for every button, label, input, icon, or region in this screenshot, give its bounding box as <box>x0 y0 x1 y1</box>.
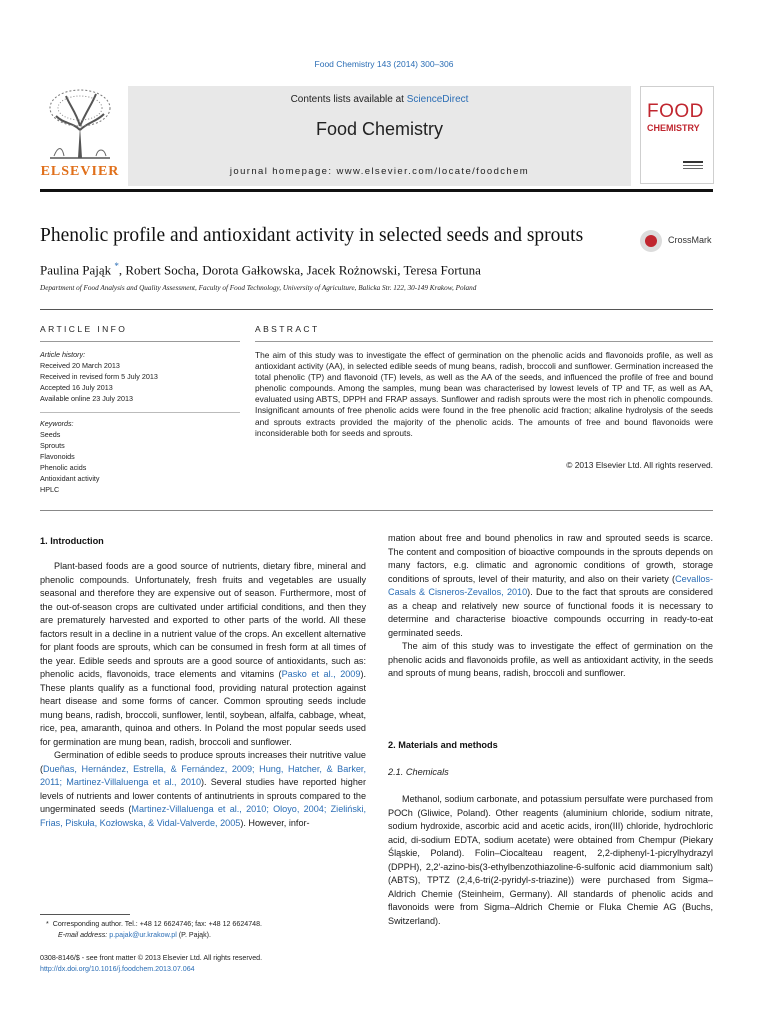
keywords-label: Keywords: <box>40 419 74 428</box>
journal-banner <box>128 86 631 186</box>
reference-link[interactable]: Dueñas, Hernández, Estrella, & Fernández, 2009; Hung, Hatcher, & Barker, 2011; Martinez-Villaluenga et al., 2010 <box>40 763 366 787</box>
keyword: HPLC <box>40 485 60 494</box>
abstract-copyright: © 2013 Elsevier Ltd. All rights reserved. <box>566 460 713 470</box>
email-label: E-mail address: <box>58 930 108 939</box>
issn-line: 0308-8146/$ - see front matter © 2013 Elsevier Ltd. All rights reserved. <box>40 954 263 962</box>
affiliation: Department of Food Analysis and Quality Assessment, Faculty of Food Technology, University of Agriculture, Balicka Str. 122, 30-149 Krakow, Poland <box>40 284 477 292</box>
contents-prefix: Contents lists available at <box>290 94 407 105</box>
history-item: Available online 23 July 2013 <box>40 394 133 403</box>
crossmark-badge[interactable] <box>640 228 718 254</box>
homepage-prefix: journal homepage: <box>229 166 337 177</box>
reference-link[interactable]: Martinez-Villaluenga et al., 2010; Oloyo, 2004; Zieliński, Frias, Piskuła, Kozłowska, & Vidal-Valverde, 2005 <box>40 804 366 828</box>
paragraph: Germination of edible seeds to produce sprouts increases their nutritive value (Dueñas, Hernández, Estrella, & Fernández, 2009; Hung, Hatcher, & Barker, 2011; Martinez-Villaluenga et al., 2010). Several studies have reported higher levels of nutrients and lower contents of antinutrients in sprouts compared to the ungerminated seeds (Martinez-Villaluenga et al., 2010; Oloyo, 2004; Zieliński, Frias, Piskuła, Kozłowska, & Vidal-Valverde, 2005). However, infor- <box>40 750 367 828</box>
first-author: Paulina Pająk <box>40 262 112 278</box>
keyword: Seeds <box>40 430 61 439</box>
paragraph: Plant-based foods are a good source of nutrients, dietary fibre, mineral and phenolic compounds. Unfortunately, fresh fruits and vegetables are usually seasonal and therefore they are expensive out of season. Furthermore, most of the out-of-season crops are cultivated under artificial conditions, and then they are prematurely harvested and exported to other parts of the world. All these factors result in a decline in a nutrient value of the crops. An excellent alternative for plant foods are sprouts, which can be consumed in fresh form at all times of the year. Edible seeds and sprouts are a good source of antioxidants, such as: phenolic acids, flavonoids, trace elements and vitamins (Pasko et al., 2009). These plants qualify as a functional food, providing natural protection against heart disease and some forms of cancer. Common sprouting seeds include mung beans, radish, broccoli, sunflower, lentil, soybean, alfalfa, cabbage, wheat, rice, pea, amaranth, quinoa and others. In Poland the most popular seeds used for germination are mung bean, radish, broccoli and sunflower. <box>40 561 366 747</box>
keyword: Phenolic acids <box>40 463 87 472</box>
header-rule <box>40 189 713 192</box>
journal-name: Food Chemistry <box>315 119 444 139</box>
subsection-heading-chemicals: 2.1. Chemicals <box>388 767 449 777</box>
sciencedirect-link[interactable]: ScienceDirect <box>406 94 469 105</box>
contents-line <box>128 94 631 105</box>
footnote-mark: * <box>46 920 49 928</box>
footnote-rule <box>40 914 130 915</box>
article-info-heading: ARTICLE INFO <box>40 324 128 334</box>
divider <box>40 510 713 511</box>
journal-homepage <box>128 166 631 177</box>
divider <box>40 341 240 342</box>
article-title: Phenolic profile and antioxidant activity in selected seeds and sprouts <box>40 225 584 246</box>
intro-body-continued <box>388 532 713 681</box>
article-history <box>40 349 240 404</box>
keyword: Antioxidant activity <box>40 474 100 483</box>
paragraph: Methanol, sodium carbonate, and potassium persulfate were purchased from POCh (Gliwice, Poland). Other reagents (aluminium chloride, sodium nitrate, sodium hydroxide, ascorbic acid and acetic acids, iron(III) chloride, hydrochloric acid, di-sodium EDTA, sodium acetate) were obtained from Chempur (Piekary Śląskie, Poland). Folin–Ciocalteau reagent, 2,2-diphenyl-1-picrylhydrazyl (DPPH), 2,2′-azino-bis(3-ethylbenzothiazoline-6-sulfonic acid diammonium salt) (ABTS), TPTZ (2,4,6-tri(2-pyridyl-s-triazine)) were purchased from Sigma–Aldrich Chemie (Steinheim, Germany). All standards of phenolic acids and flavonoids were from Sigma–Aldrich Chemie or Fluka Chemie AG (Buchs, Switzerland). <box>388 794 713 926</box>
paragraph: The aim of this study was to investigate the effect of germination on the phenolic acids and flavonoids profile, as well as antioxidant activity, in the seeds and sprouts of mung beans, radish, broccoli and sunflower. <box>388 641 713 678</box>
abstract-text: The aim of this study was to investigate the effect of germination on the phenolic acids and flavonoids profile, as well as antioxidant activity (AA), in selected edible seeds of mung beans, radish, broccoli and sunflower. Germination increased the total phenolic (TP) and flavonoid (TF) levels, as well as the AA of the seeds, and influenced the profile of free and bound phenolic compounds. Among the samples, mung bean was characterised by lowest levels of TP and TF, as well as AA, evaluated using ABTS, DPPH and FRAP assays. Sunflower and radish sprouts were the most rich in phenolic compounds. Insignificant amounts of free phenolic acids were found in the free phenolic acid fraction; alkaline hydrolysis of the seeds and sprouts extracts provided the majority of the phenolic acids. The amounts of free and bound flavonoids were inconsiderable both for seeds and sprouts. <box>255 350 713 438</box>
other-authors: , Robert Socha, Dorota Gałkowska, Jacek Rożnowski, Teresa Fortuna <box>118 262 481 278</box>
journal-cover <box>640 86 714 184</box>
keyword: Sprouts <box>40 441 65 450</box>
history-item: Received in revised form 5 July 2013 <box>40 372 158 381</box>
keywords <box>40 418 240 495</box>
corresponding-author-link[interactable]: * <box>114 261 119 271</box>
front-matter <box>40 953 400 974</box>
section-heading-introduction: 1. Introduction <box>40 536 104 546</box>
divider <box>40 412 240 413</box>
publisher-name: ELSEVIER <box>40 164 120 179</box>
corresponding-info: Corresponding author. Tel.: +48 12 6624746; fax: +48 12 6624748. <box>52 920 263 928</box>
doi-link[interactable]: http://dx.doi.org/10.1016/j.foodchem.2013.07.064 <box>40 964 195 973</box>
abstract-heading: ABSTRACT <box>255 324 320 334</box>
elsevier-tree-icon <box>44 86 116 160</box>
homepage-url-link[interactable]: www.elsevier.com/locate/foodchem <box>336 166 530 177</box>
crossmark-icon <box>640 230 662 252</box>
footnote <box>46 919 366 940</box>
reference-link[interactable]: Cevallos-Casals & Cisneros-Zevallos, 2010 <box>388 573 713 597</box>
reference-link[interactable]: Pasko et al., 2009 <box>281 669 361 679</box>
history-item: Received 20 March 2013 <box>40 361 120 370</box>
divider <box>255 341 713 342</box>
intro-body <box>40 560 366 830</box>
journal-citation[interactable]: Food Chemistry 143 (2014) 300–306 <box>314 59 454 69</box>
author-list <box>40 261 481 278</box>
cover-decoration-icon <box>649 143 705 173</box>
crossmark-label: CrossMark <box>668 235 712 245</box>
divider <box>40 309 713 310</box>
email-suffix: (P. Pająk). <box>176 930 211 939</box>
email-link[interactable]: p.pajak@ur.krakow.pl <box>109 930 177 939</box>
history-label: Article history: <box>40 350 86 359</box>
history-item: Accepted 16 July 2013 <box>40 383 113 392</box>
elsevier-logo <box>40 86 120 186</box>
section-heading-methods: 2. Materials and methods <box>388 740 498 750</box>
paragraph: mation about free and bound phenolics in raw and sprouted seeds is scarce. The content and composition of bioactive compounds in the sprouts depends on many factors, e.g. climatic and agronomic conditions of growth, storage conditions of sprouts, level of their maturity, and also on their variety (Cevallos-Casals & Cisneros-Zevallos, 2010). Due to the fact that sprouts are considered as a cheap and relatively new source of functional foods it is necessary to determine and characterise bioactive compounds occurring in ready-to-eat germinated seeds. <box>388 533 713 638</box>
cover-word-chemistry: CHEMISTRY <box>647 123 700 133</box>
chemicals-body <box>388 793 713 928</box>
keyword: Flavonoids <box>40 452 75 461</box>
cover-word-food: FOOD <box>647 101 704 122</box>
